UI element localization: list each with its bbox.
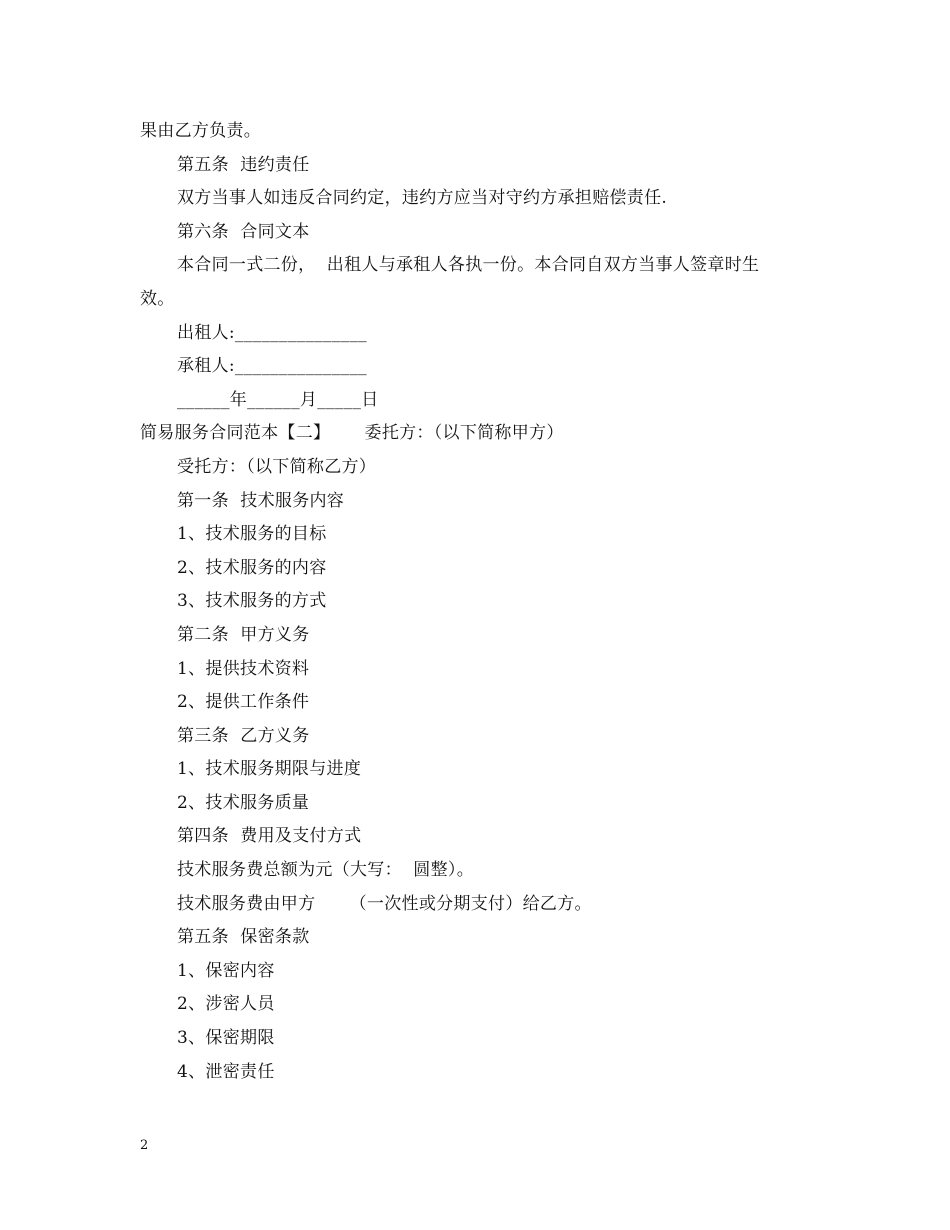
list-item: 2、涉密人员 xyxy=(177,994,275,1015)
document-body xyxy=(140,115,820,1089)
document-title: 简易服务合同范本【二】 委托方：（以下简称甲方） xyxy=(140,423,564,444)
list-item: 2、提供工作条件 xyxy=(177,692,310,713)
list-item: 2、技术服务的内容 xyxy=(177,557,327,578)
list-item: 4、泄密责任 xyxy=(177,1061,275,1082)
section-heading: 第五条 违约责任 xyxy=(177,154,310,175)
list-item: 1、保密内容 xyxy=(177,960,275,981)
signature-line-lessor: 出租人:_______________ xyxy=(177,322,367,343)
list-item: 3、技术服务的方式 xyxy=(177,591,327,612)
text-line: 技术服务费由甲方 （一次性或分期支付）给乙方。 xyxy=(177,893,592,914)
section-heading: 第二条 甲方义务 xyxy=(177,624,310,645)
text-line: 受托方：（以下简称乙方） xyxy=(177,456,377,477)
list-item: 1、技术服务期限与进度 xyxy=(177,759,362,780)
text-line: 本合同一式二份， 出租人与承租人各执一份。本合同自双方当事人签章时生 xyxy=(177,255,760,276)
date-line: ______年______月_____日 xyxy=(177,389,379,410)
list-item: 1、提供技术资料 xyxy=(177,658,310,679)
section-heading: 第一条 技术服务内容 xyxy=(177,490,345,511)
page-number: 2 xyxy=(140,1138,149,1153)
text-line: 效。 xyxy=(140,288,175,309)
list-item: 2、技术服务质量 xyxy=(177,792,310,813)
section-heading: 第四条 费用及支付方式 xyxy=(177,826,362,847)
section-heading: 第六条 合同文本 xyxy=(177,221,310,242)
text-line: 双方当事人如违反合同约定，违约方应当对守约方承担赔偿责任. xyxy=(177,188,668,209)
section-heading: 第三条 乙方义务 xyxy=(177,725,310,746)
signature-line-lessee: 承租人:_______________ xyxy=(177,356,367,377)
text-line: 技术服务费总额为元（大写： 圆整）。 xyxy=(177,860,475,881)
list-item: 1、技术服务的目标 xyxy=(177,524,327,545)
list-item: 3、保密期限 xyxy=(177,1028,275,1049)
section-heading: 第五条 保密条款 xyxy=(177,927,310,948)
text-line: 果由乙方负责。 xyxy=(140,121,262,141)
